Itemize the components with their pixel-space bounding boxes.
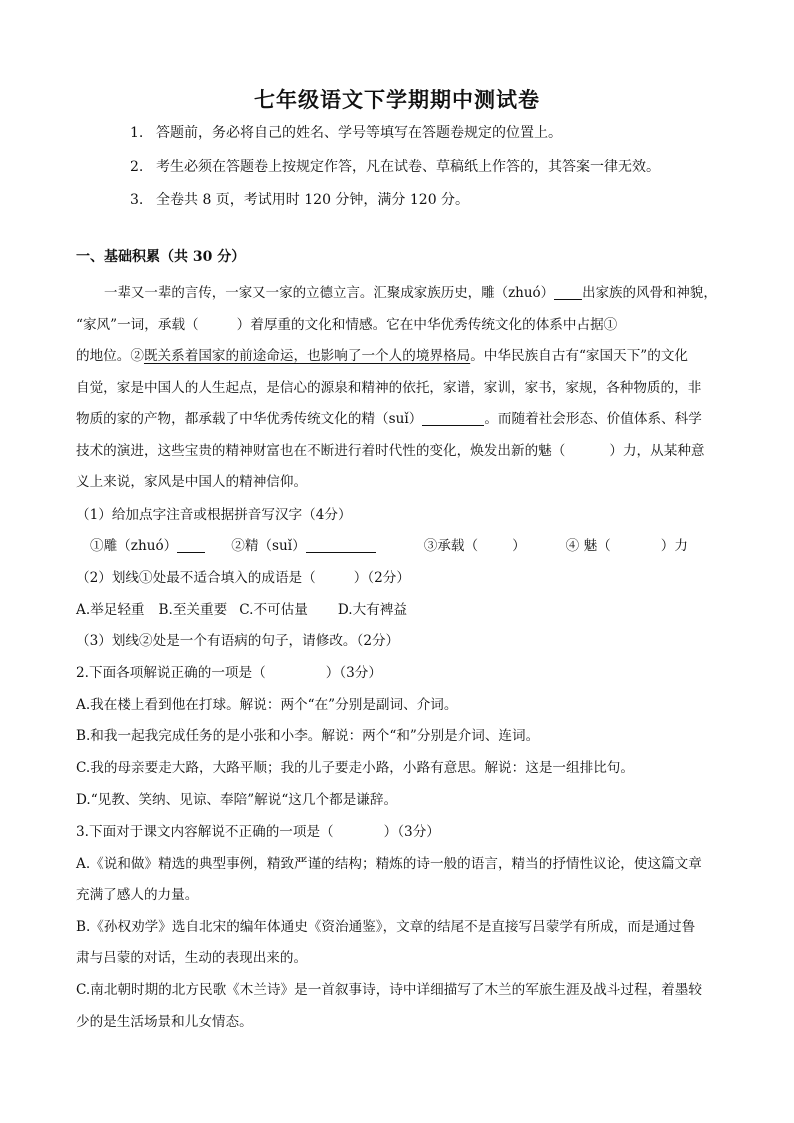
passage-line: 一辈又一辈的言传，一家又一家的立德立言。汇聚成家族历史，雕（zhuó） 出家族的风骨和神貌， [104,285,717,301]
passage-line: “家风”一词，承载（ ）着厚重的文化和情感。它在中华优秀传统文化的体系中占据① [76,317,618,333]
option-line[interactable]: D.“见教、笑纳、见谅、奉陪”解说“这几个都是谦辞。 [76,792,398,808]
passage-line: 技术的演进，这些宝贵的精神财富也在不断进行着时代性的变化，焕发出新的魅（ ）力，从某种意 [76,443,705,459]
notice-number: 1. [130,125,144,141]
underlined-sentence: 既关系着国家的前途命运，也影响了一个人的境界格局 [143,348,471,364]
notice-item [130,189,469,209]
option-line-cont: 少的是生活场景和儿女情态。 [76,1014,253,1030]
notice-text: 答题前，务必将自己的姓名、学号等填写在答题卷规定的位置上。 [156,125,562,141]
answer-blank[interactable] [177,538,205,553]
option-line[interactable]: A.《说和做》精选的典型事例，精致严谨的结构；精炼的诗一般的语言，精当的抒情性议论，使这篇文章 [76,856,702,872]
section-heading: 一、基础积累（共 30 分） [76,249,246,265]
passage-line: 自觉，家是中国人的人生起点，是信心的源泉和精神的依托，家谱，家训，家书，家规，各种物质的，非 [76,380,702,396]
question-prompt: 3.下面对于课文内容解说不正确的一项是（ ）（3分） [76,824,440,840]
option-line[interactable]: A.我在楼上看到他在打球。解说：两个“在”分别是副词、介词。 [76,697,458,713]
notice-text: 考生必须在答题卷上按规定作答，凡在试卷、草稿纸上作答的，其答案一律无效。 [156,159,660,175]
notice-item [130,122,562,142]
passage-line: 的地位。②既关系着国家的前途命运，也影响了一个人的境界格局。中华民族自古有“家国天下”的文化 [76,348,689,364]
option-row [76,598,407,618]
notice-text: 全卷共 8 页，考试用时 120 分钟，满分 120 分。 [156,192,470,208]
option-line-cont: 充满了感人的力量。 [76,887,199,903]
passage-line: 义上来说，家风是中国人的精神信仰。 [76,474,308,490]
question-prompt: （1）给加点字注音或根据拼音写汉字（4分） [76,507,352,523]
exam-title: 七年级语文下学期期中测试卷 [254,87,540,112]
question-prompt: （3）划线②处是一个有语病的句子，请修改。（2分） [76,633,400,649]
option-b[interactable]: B.至关重要 [158,602,228,618]
option-line[interactable]: C.我的母亲要走大路，大路平顺；我的儿子要走小路，小路有意思。解说：这是一组排比句。 [76,760,634,776]
option-c[interactable]: C.不可估量 [239,602,308,618]
notice-number: 3. [130,192,144,208]
question-prompt: （2）划线①处最不适合填入的成语是（ ）（2分） [76,570,410,586]
option-d[interactable]: D.大有裨益 [337,602,407,618]
answer-row: ①雕（zhuó） ②精（suǐ） ③承载（ ） ④ 魅（ ）力 [90,538,688,554]
option-line[interactable]: B.和我一起我完成任务的是小张和小李。解说：两个“和”分别是介词、连词。 [76,728,540,744]
option-a[interactable]: A.举足轻重 [76,602,145,618]
notice-item [130,156,660,176]
option-line[interactable]: C.南北朝时期的北方民歌《木兰诗》是一首叙事诗，诗中详细描写了木兰的军旅生涯及战斗过程，着墨较 [76,982,702,998]
answer-blank[interactable] [554,285,582,300]
notice-number: 2. [130,159,144,175]
answer-blank[interactable] [306,538,376,553]
answer-blank[interactable] [422,411,484,426]
option-line-cont: 肃与吕蒙的对话，生动的表现出来的。 [76,950,308,966]
passage-line: 物质的家的产物，都承载了中华优秀传统文化的精（suǐ） 。而随着社会形态、价值体系、科学 [76,411,702,427]
question-prompt: 2.下面各项解说正确的一项是（ ）（3分） [76,665,382,681]
option-line[interactable]: B.《孙权劝学》选自北宋的编年体通史《资治通鉴》，文章的结尾不是直接写吕蒙学有所成，而是通过鲁 [76,919,696,935]
